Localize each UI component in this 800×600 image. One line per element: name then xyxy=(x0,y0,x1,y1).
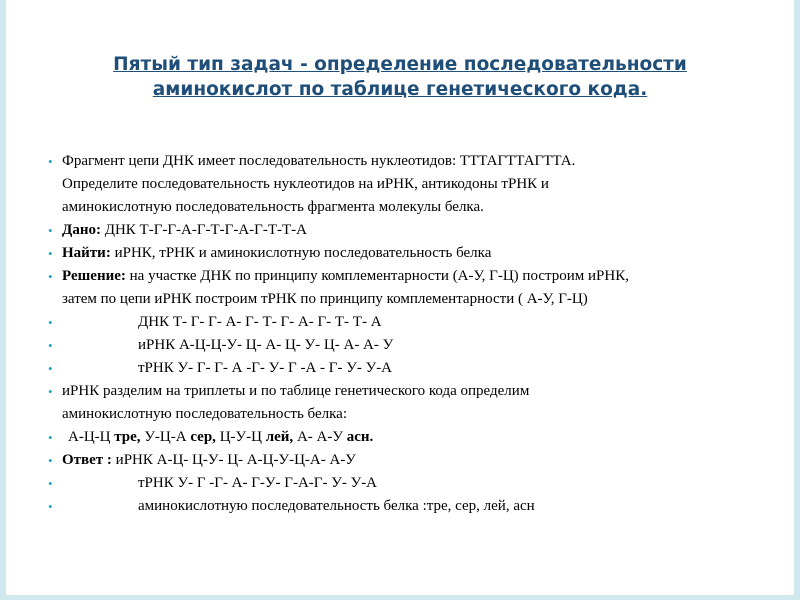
codon-4: А- А-У xyxy=(293,429,347,445)
amino-acid-2: сер, xyxy=(190,429,216,445)
bullet-dna-chain xyxy=(48,311,778,334)
bullet-icon: • xyxy=(48,476,53,491)
solution-text: на участке ДНК по принципу комплементарности (А-У, Г-Ц) построим иРНК, xyxy=(125,268,629,284)
bullet-icon: • xyxy=(48,315,53,330)
answer-label: Ответ : xyxy=(62,452,112,468)
dna-chain: ДНК Т- Г- Г- А- Г- Т- Г- А- Г- Т- Т- А xyxy=(138,314,382,330)
bullet-answer-protein xyxy=(48,495,778,518)
bullet-triplets xyxy=(48,380,778,426)
task-line-3: аминокислотную последовательность фрагмента молекулы белка. xyxy=(62,199,484,215)
bullet-task xyxy=(48,150,778,219)
answer-trna: тРНК У- Г -Г- А- Г-У- Г-А-Г- У- У-А xyxy=(138,475,378,491)
bullet-icon: • xyxy=(48,453,53,468)
bullet-icon: • xyxy=(48,384,53,399)
bullet-solution xyxy=(48,265,778,311)
bullet-icon: • xyxy=(48,154,53,169)
amino-acid-4: асн. xyxy=(346,429,374,445)
bullet-find xyxy=(48,242,778,265)
codon-3: Ц-У-Ц xyxy=(215,429,266,445)
triplets-line-1: иРНК разделим на триплеты и по таблице генетического кода определим xyxy=(62,383,530,399)
task-line-2: Определите последовательность нуклеотидов на иРНК, антикодоны тРНК и xyxy=(62,176,549,192)
codon-1: А-Ц-Ц xyxy=(68,429,115,445)
answer-mrna: иРНК А-Ц- Ц-У- Ц- А-Ц-У-Ц-А- А-У xyxy=(111,452,356,468)
bullet-icon: • xyxy=(48,246,53,261)
given-label: Дано: xyxy=(62,222,101,238)
bullet-mrna-chain xyxy=(48,334,778,357)
amino-acid-1: тре, xyxy=(114,429,141,445)
bullet-answer-trna xyxy=(48,472,778,495)
solution-label: Решение: xyxy=(62,268,126,284)
slide-content xyxy=(48,150,778,518)
title-line-1: Пятый тип задач - определение последовательности xyxy=(113,54,687,75)
slide-border-bottom xyxy=(0,595,800,600)
slide-border-right xyxy=(794,0,800,600)
amino-acid-3: лей, xyxy=(265,429,294,445)
bullet-trna-chain xyxy=(48,357,778,380)
triplets-line-2: аминокислотную последовательность белка: xyxy=(62,406,347,422)
bullet-given xyxy=(48,219,778,242)
bullet-icon: • xyxy=(48,338,53,353)
title-line-2: аминокислот по таблице генетического кода. xyxy=(152,79,648,100)
bullet-icon: • xyxy=(48,430,53,445)
bullet-amino-acids xyxy=(48,426,778,449)
given-text: ДНК Т-Г-Г-А-Г-Т-Г-А-Г-Т-Т-А xyxy=(100,222,307,238)
bullet-icon: • xyxy=(48,499,53,514)
bullet-answer xyxy=(48,449,778,472)
trna-chain: тРНК У- Г- Г- А -Г- У- Г -А - Г- У- У-А xyxy=(138,360,393,376)
slide-title xyxy=(30,52,770,102)
mrna-chain: иРНК А-Ц-Ц-У- Ц- А- Ц- У- Ц- А- А- У xyxy=(138,337,394,353)
bullet-icon: • xyxy=(48,269,53,284)
bullet-icon: • xyxy=(48,361,53,376)
solution-line-2: затем по цепи иРНК построим тРНК по принципу комплементарности ( А-У, Г-Ц) xyxy=(62,291,588,307)
answer-protein: аминокислотную последовательность белка :тре, сер, лей, асн xyxy=(138,498,535,514)
find-label: Найти: xyxy=(62,245,111,261)
bullet-icon: • xyxy=(48,223,53,238)
codon-2: У-Ц-А xyxy=(140,429,191,445)
find-text: иРНК, тРНК и аминокислотную последовательность белка xyxy=(110,245,492,261)
slide-border-left xyxy=(0,0,6,600)
task-line-1: Фрагмент цепи ДНК имеет последовательность нуклеотидов: ТТТАГТТАГТТА. xyxy=(62,153,576,169)
